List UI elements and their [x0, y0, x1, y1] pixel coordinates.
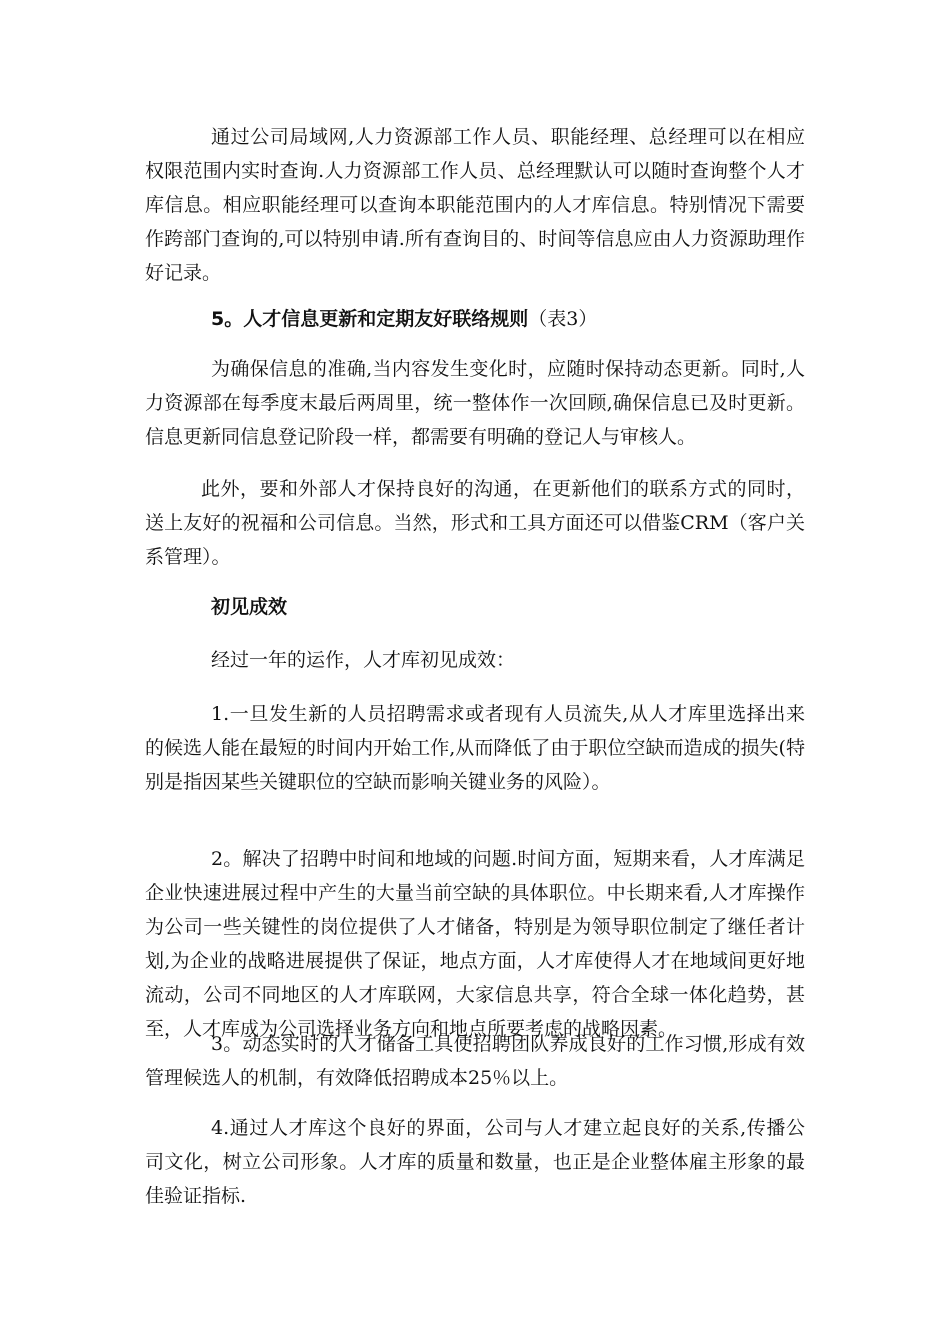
section5-heading-tail: （表3） [528, 308, 598, 330]
result-item-4: 4.通过人才库这个良好的界面，公司与人才建立起良好的关系,传播公司文化，树立公司形象。人才库的质量和数量，也正是企业整体雇主形象的最佳验证指标. [145, 1117, 805, 1207]
paragraph-contact: 此外，要和外部人才保持良好的沟通，在更新他们的联系方式的同时，送上友好的祝福和公司信息。当然，形式和工具方面还可以借鉴CRM（客户关系管理）。 [145, 478, 805, 568]
result-item-2: 2。解决了招聘中时间和地域的问题.时间方面，短期来看，人才库满足企业快速进展过程中产生的大量当前空缺的具体职位。中长期来看,人才库操作为公司一些关键性的岗位提供了人才储备，特别是为领导职位制定了继任者计划,为企业的战略进展提供了保证，地点方面，人才库使得人才在地域间更好地流动，公司不同地区的人才库联网，大家信息共享，符合全球一体化趋势，甚至，人才库成为公司选择业务方向和地点所要考虑的战略因素。 [145, 848, 805, 1040]
section5-heading-text: 5。人才信息更新和定期友好联络规则 [211, 308, 529, 330]
results-intro: 经过一年的运作，人才库初见成效： [211, 649, 516, 671]
results-heading: 初见成效 [211, 596, 288, 618]
paragraph-access-rules: 通过公司局域网,人力资源部工作人员、职能经理、总经理可以在相应权限范围内实时查询.人力资源部工作人员、总经理默认可以随时查询整个人才库信息。相应职能经理可以查询本职能范围内的人才库信息。特别情况下需要作跨部门查询的,可以特别申请.所有查询目的、时间等信息应由人力资源助理作好记录。 [145, 126, 805, 284]
paragraph-update-rules: 为确保信息的准确,当内容发生变化时，应随时保持动态更新。同时,人力资源部在每季度末最后两周里，统一整体作一次回顾,确保信息已及时更新。信息更新同信息登记阶段一样，都需要有明确的登记人与审核人。 [145, 358, 805, 448]
result-item-1: 1.一旦发生新的人员招聘需求或者现有人员流失,从人才库里选择出来的候选人能在最短的时间内开始工作,从而降低了由于职位空缺而造成的损失(特别是指因某些关键职位的空缺而影响关键业务的风险）。 [145, 703, 805, 793]
result-item-3: 3。动态实时的人才储备工具使招聘团队养成良好的工作习惯,形成有效管理候选人的机制，有效降低招聘成本25％以上。 [145, 1033, 805, 1089]
section5-heading [211, 302, 597, 336]
